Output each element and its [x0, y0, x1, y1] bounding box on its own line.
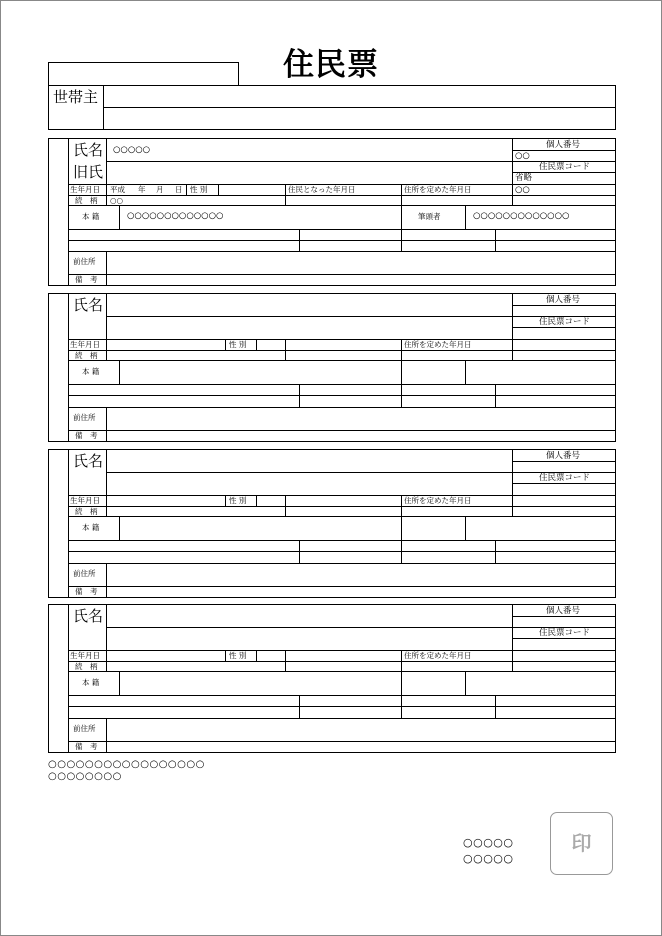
member-block-3	[48, 449, 616, 598]
member-block-1	[48, 138, 616, 286]
resident-since-label: 住民となった年月日	[288, 185, 356, 194]
issuer-line-1: ○○○○○	[463, 836, 514, 849]
registered-domicile-label: 本 籍	[82, 678, 100, 687]
registered-domicile-value: ○○○○○○○○○○○○○	[127, 211, 224, 221]
gender-label: 性 別	[229, 651, 247, 660]
householder-label: 世帯主	[53, 88, 99, 106]
old-name-label: 旧氏	[73, 163, 104, 181]
footer-notes	[48, 759, 205, 783]
householder-box	[48, 85, 616, 130]
registered-domicile-label: 本 籍	[82, 523, 100, 532]
birthdate-label: 生年月日	[70, 340, 100, 349]
name-label: 氏名	[73, 607, 104, 625]
resident-code-label: 住民票コード	[539, 317, 591, 327]
birthdate-label: 生年月日	[70, 496, 100, 505]
relationship-label: 続 柄	[75, 196, 98, 205]
head-of-domicile-label: 筆頭者	[418, 212, 441, 221]
individual-number-value: ○○	[515, 151, 530, 161]
birth-era: 平成	[110, 185, 125, 194]
registered-domicile-label: 本 籍	[82, 212, 100, 221]
head-of-domicile-value: ○○○○○○○○○○○○○	[473, 211, 570, 221]
note-line-1: ○○○○○○○○○○○○○○○○○	[48, 759, 205, 770]
resident-code-label: 住民票コード	[539, 162, 591, 172]
remarks-label: 備 考	[75, 742, 98, 751]
registered-domicile-label: 本 籍	[82, 367, 100, 376]
previous-address-label: 前住所	[73, 257, 96, 266]
previous-address-label: 前住所	[73, 569, 96, 578]
gender-label: 性 別	[229, 340, 247, 349]
omitted-value: 省略	[515, 173, 533, 183]
document-title: 住民票	[283, 47, 379, 83]
official-seal: 印	[550, 812, 613, 875]
birth-day: 日	[175, 185, 183, 194]
previous-address-label: 前住所	[73, 413, 96, 422]
birthdate-label: 生年月日	[70, 651, 100, 660]
top-blank-field	[48, 62, 239, 86]
address-since-label: 住所を定めた年月日	[404, 496, 472, 505]
individual-number-label: 個人番号	[546, 295, 581, 305]
relationship-label: 続 柄	[75, 507, 98, 516]
name-label: 氏名	[73, 296, 104, 314]
issuer-block	[463, 835, 514, 867]
address-since-label: 住所を定めた年月日	[404, 185, 472, 194]
individual-number-label: 個人番号	[546, 140, 581, 150]
member-block-4	[48, 604, 616, 753]
resident-code-value: ○○	[515, 185, 530, 195]
relationship-value: ○○	[110, 196, 124, 205]
previous-address-label: 前住所	[73, 724, 96, 733]
individual-number-label: 個人番号	[546, 606, 581, 616]
remarks-label: 備 考	[75, 431, 98, 440]
resident-code-label: 住民票コード	[539, 628, 591, 638]
gender-label: 性 別	[190, 185, 208, 194]
note-line-2: ○○○○○○○○	[48, 771, 122, 782]
member-block-2	[48, 293, 616, 442]
address-since-label: 住所を定めた年月日	[404, 651, 472, 660]
remarks-label: 備 考	[75, 587, 98, 596]
relationship-label: 続 柄	[75, 351, 98, 360]
resident-code-label: 住民票コード	[539, 473, 591, 483]
remarks-label: 備 考	[75, 275, 98, 284]
address-since-label: 住所を定めた年月日	[404, 340, 472, 349]
birthdate-label: 生年月日	[70, 185, 100, 194]
name-label: 氏名	[73, 452, 104, 470]
birth-year: 年	[138, 185, 146, 194]
birth-month: 月	[156, 185, 164, 194]
name-label: 氏名	[73, 141, 104, 159]
issuer-line-2: ○○○○○	[463, 852, 514, 865]
gender-label: 性 別	[229, 496, 247, 505]
individual-number-label: 個人番号	[546, 451, 581, 461]
relationship-label: 続 柄	[75, 662, 98, 671]
name-value: ○○○○○	[113, 145, 151, 155]
